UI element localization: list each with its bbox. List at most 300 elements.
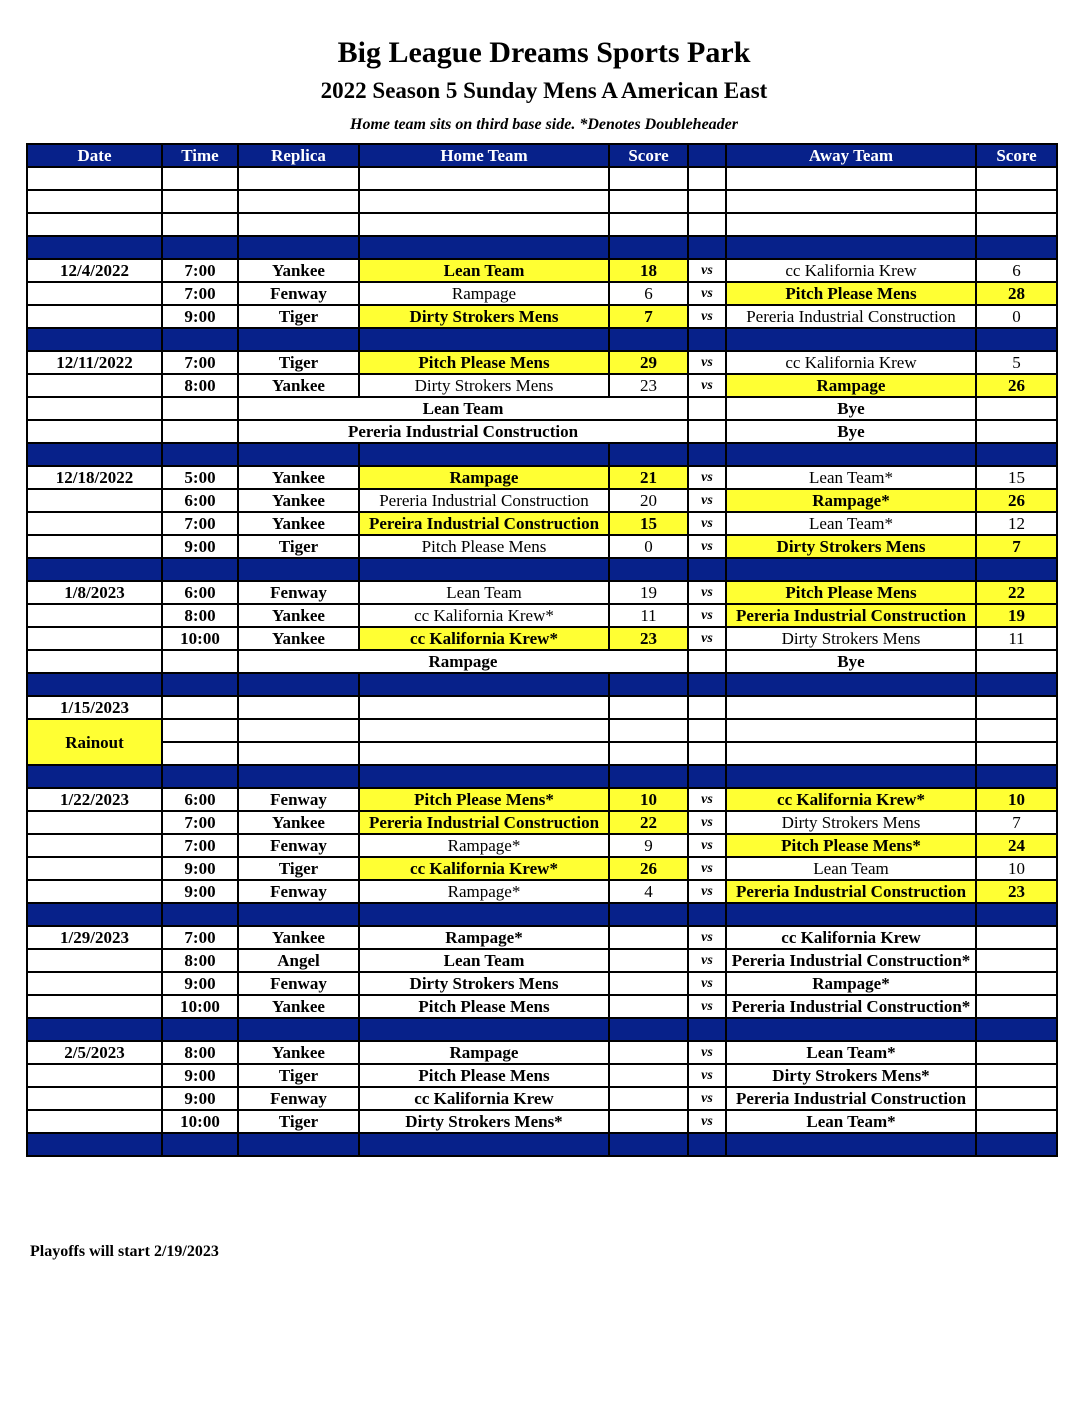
home-team-cell: Pereria Industrial Construction xyxy=(359,811,609,834)
empty-cell xyxy=(976,213,1057,236)
home-team-cell: Lean Team xyxy=(359,581,609,604)
separator-cell xyxy=(238,443,359,466)
home-score-cell xyxy=(609,995,688,1018)
home-team-cell: Dirty Strokers Mens xyxy=(359,305,609,328)
replica-cell: Yankee xyxy=(238,512,359,535)
separator-cell xyxy=(27,673,162,696)
separator-cell xyxy=(238,765,359,788)
replica-cell: Fenway xyxy=(238,788,359,811)
empty-cell xyxy=(688,167,726,190)
home-score-cell: 18 xyxy=(609,259,688,282)
empty-cell xyxy=(726,190,976,213)
separator-cell xyxy=(162,443,238,466)
replica-cell: Tiger xyxy=(238,535,359,558)
empty-cell xyxy=(238,719,359,742)
home-score-cell: 6 xyxy=(609,282,688,305)
game-row xyxy=(27,420,1057,443)
empty-cell xyxy=(162,696,238,719)
date-cell xyxy=(27,949,162,972)
date-cell: 12/11/2022 xyxy=(27,351,162,374)
separator-cell xyxy=(162,1018,238,1041)
time-cell: 7:00 xyxy=(162,259,238,282)
separator-cell xyxy=(359,558,609,581)
away-score-cell: 19 xyxy=(976,604,1057,627)
page-title: Big League Dreams Sports Park xyxy=(337,36,751,69)
date-cell xyxy=(27,811,162,834)
away-team-cell: cc Kalifornia Krew xyxy=(726,351,976,374)
date-cell xyxy=(27,857,162,880)
separator-cell xyxy=(609,903,688,926)
separator-cell xyxy=(609,673,688,696)
separator-cell xyxy=(162,558,238,581)
away-score-cell: 7 xyxy=(976,811,1057,834)
replica-cell: Yankee xyxy=(238,466,359,489)
game-row xyxy=(27,535,1057,558)
separator-cell xyxy=(609,765,688,788)
home-team-cell: Rampage* xyxy=(359,926,609,949)
time-cell: 9:00 xyxy=(162,1064,238,1087)
game-row xyxy=(27,650,1057,673)
replica-cell: Yankee xyxy=(238,259,359,282)
away-team-cell: cc Kalifornia Krew xyxy=(726,259,976,282)
replica-cell: Yankee xyxy=(238,627,359,650)
time-cell: 9:00 xyxy=(162,535,238,558)
home-score-cell: 10 xyxy=(609,788,688,811)
separator-cell xyxy=(726,1018,976,1041)
away-team-cell: Rampage* xyxy=(726,489,976,512)
separator-cell xyxy=(27,443,162,466)
away-team-cell: Pitch Please Mens* xyxy=(726,834,976,857)
home-team-cell: Dirty Strokers Mens xyxy=(359,374,609,397)
replica-cell: Fenway xyxy=(238,834,359,857)
home-score-cell: 11 xyxy=(609,604,688,627)
home-score-cell: 26 xyxy=(609,857,688,880)
replica-cell: Yankee xyxy=(238,811,359,834)
home-team-cell: Pitch Please Mens* xyxy=(359,788,609,811)
home-team-cell: Rampage xyxy=(359,466,609,489)
vs-cell: vs xyxy=(688,995,726,1018)
game-row xyxy=(27,581,1057,604)
empty-cell xyxy=(976,742,1057,765)
time-cell: 9:00 xyxy=(162,305,238,328)
home-score-cell: 23 xyxy=(609,627,688,650)
away-team-cell: Lean Team* xyxy=(726,1041,976,1064)
home-team-cell: Dirty Strokers Mens* xyxy=(359,1110,609,1133)
separator-cell xyxy=(688,903,726,926)
separator-cell xyxy=(238,328,359,351)
date-cell: 1/29/2023 xyxy=(27,926,162,949)
game-row xyxy=(27,282,1057,305)
separator-cell xyxy=(162,1133,238,1156)
separator-cell xyxy=(688,328,726,351)
away-team-cell: Lean Team xyxy=(726,857,976,880)
home-team-cell: Rampage xyxy=(359,1041,609,1064)
vs-cell: vs xyxy=(688,282,726,305)
vs-cell: vs xyxy=(688,535,726,558)
date-cell: 12/18/2022 xyxy=(27,466,162,489)
empty-cell xyxy=(609,213,688,236)
week-separator-row xyxy=(27,903,1057,926)
separator-cell xyxy=(359,903,609,926)
home-team-cell: cc Kalifornia Krew xyxy=(359,1087,609,1110)
vs-cell: vs xyxy=(688,259,726,282)
home-team-cell: cc Kalifornia Krew* xyxy=(359,857,609,880)
schedule-table xyxy=(26,143,1058,1157)
replica-cell: Fenway xyxy=(238,972,359,995)
separator-cell xyxy=(27,1018,162,1041)
separator-cell xyxy=(726,443,976,466)
vs-cell: vs xyxy=(688,834,726,857)
separator-cell xyxy=(162,328,238,351)
game-row xyxy=(27,351,1057,374)
away-score-cell: 0 xyxy=(976,305,1057,328)
vs-cell: vs xyxy=(688,305,726,328)
time-cell: 9:00 xyxy=(162,880,238,903)
time-cell xyxy=(162,397,238,420)
date-cell xyxy=(27,374,162,397)
date-cell xyxy=(27,397,162,420)
separator-cell xyxy=(162,765,238,788)
vs-cell: vs xyxy=(688,604,726,627)
week-separator-row xyxy=(27,558,1057,581)
vs-cell: vs xyxy=(688,811,726,834)
date-cell xyxy=(27,972,162,995)
home-score-cell xyxy=(609,926,688,949)
empty-cell xyxy=(162,719,238,742)
vs-cell: vs xyxy=(688,972,726,995)
separator-cell xyxy=(359,236,609,259)
separator-cell xyxy=(726,673,976,696)
time-cell: 8:00 xyxy=(162,604,238,627)
game-row xyxy=(27,949,1057,972)
separator-cell xyxy=(609,236,688,259)
game-row xyxy=(27,1087,1057,1110)
away-team-cell: Dirty Strokers Mens* xyxy=(726,1064,976,1087)
replica-cell: Fenway xyxy=(238,1087,359,1110)
home-team-cell: Lean Team xyxy=(359,949,609,972)
replica-cell: Yankee xyxy=(238,995,359,1018)
home-score-cell: 15 xyxy=(609,512,688,535)
home-score-cell: 4 xyxy=(609,880,688,903)
away-team-cell: Bye xyxy=(726,420,976,443)
date-cell xyxy=(27,1064,162,1087)
date-cell xyxy=(27,489,162,512)
vs-cell: vs xyxy=(688,581,726,604)
col-time: Time xyxy=(162,144,238,167)
date-cell xyxy=(27,305,162,328)
empty-cell xyxy=(359,167,609,190)
separator-cell xyxy=(688,236,726,259)
col-away-score: Score xyxy=(976,144,1057,167)
separator-cell xyxy=(27,236,162,259)
away-score-cell xyxy=(976,397,1057,420)
empty-cell xyxy=(726,213,976,236)
game-row xyxy=(27,604,1057,627)
home-team-cell: Pereria Industrial Construction xyxy=(359,489,609,512)
separator-cell xyxy=(976,1133,1057,1156)
col-vs xyxy=(688,144,726,167)
empty-cell xyxy=(976,719,1057,742)
empty-cell xyxy=(726,167,976,190)
date-cell: 1/15/2023 xyxy=(27,696,162,719)
col-home-team: Home Team xyxy=(359,144,609,167)
home-team-cell: Rampage* xyxy=(359,834,609,857)
time-cell: 9:00 xyxy=(162,857,238,880)
vs-cell: vs xyxy=(688,1087,726,1110)
home-score-cell: 9 xyxy=(609,834,688,857)
col-replica: Replica xyxy=(238,144,359,167)
empty-cell xyxy=(688,742,726,765)
empty-cell xyxy=(609,696,688,719)
time-cell: 8:00 xyxy=(162,374,238,397)
date-cell xyxy=(27,650,162,673)
home-score-cell xyxy=(609,972,688,995)
vs-cell: vs xyxy=(688,374,726,397)
separator-cell xyxy=(726,558,976,581)
away-score-cell xyxy=(976,650,1057,673)
col-date: Date xyxy=(27,144,162,167)
separator-cell xyxy=(688,443,726,466)
empty-cell xyxy=(359,742,609,765)
time-cell: 8:00 xyxy=(162,949,238,972)
separator-cell xyxy=(688,1018,726,1041)
away-score-cell xyxy=(976,926,1057,949)
away-score-cell: 6 xyxy=(976,259,1057,282)
separator-cell xyxy=(609,1133,688,1156)
week-separator-row xyxy=(27,673,1057,696)
home-team-cell: Pitch Please Mens xyxy=(359,535,609,558)
time-cell: 7:00 xyxy=(162,282,238,305)
week-separator-row xyxy=(27,443,1057,466)
separator-cell xyxy=(162,673,238,696)
home-score-cell: 22 xyxy=(609,811,688,834)
time-cell: 9:00 xyxy=(162,1087,238,1110)
away-team-cell: Rampage xyxy=(726,374,976,397)
vs-cell xyxy=(688,650,726,673)
replica-cell: Tiger xyxy=(238,857,359,880)
away-score-cell: 22 xyxy=(976,581,1057,604)
time-cell: 7:00 xyxy=(162,512,238,535)
home-team-cell: Pitch Please Mens xyxy=(359,351,609,374)
time-cell: 9:00 xyxy=(162,972,238,995)
away-score-cell xyxy=(976,972,1057,995)
empty-cell xyxy=(976,167,1057,190)
time-cell: 7:00 xyxy=(162,926,238,949)
empty-cell xyxy=(162,190,238,213)
vs-cell: vs xyxy=(688,949,726,972)
away-team-cell: Dirty Strokers Mens xyxy=(726,535,976,558)
replica-cell: Tiger xyxy=(238,351,359,374)
away-score-cell: 12 xyxy=(976,512,1057,535)
game-row xyxy=(27,1041,1057,1064)
time-cell: 10:00 xyxy=(162,627,238,650)
game-row xyxy=(27,374,1057,397)
separator-cell xyxy=(359,443,609,466)
away-score-cell: 5 xyxy=(976,351,1057,374)
game-row xyxy=(27,1064,1057,1087)
separator-cell xyxy=(27,328,162,351)
separator-cell xyxy=(27,558,162,581)
separator-cell xyxy=(238,236,359,259)
empty-row xyxy=(27,190,1057,213)
home-team-cell: Pereira Industrial Construction xyxy=(359,512,609,535)
away-team-cell: Dirty Strokers Mens xyxy=(726,811,976,834)
home-team-cell: cc Kalifornia Krew* xyxy=(359,604,609,627)
empty-cell xyxy=(726,696,976,719)
time-cell: 6:00 xyxy=(162,581,238,604)
empty-cell xyxy=(688,213,726,236)
empty-cell xyxy=(238,167,359,190)
separator-cell xyxy=(27,765,162,788)
away-team-cell: Pereria Industrial Construction xyxy=(726,880,976,903)
separator-cell xyxy=(976,673,1057,696)
separator-cell xyxy=(976,236,1057,259)
home-score-cell: 19 xyxy=(609,581,688,604)
home-score-cell: 21 xyxy=(609,466,688,489)
separator-cell xyxy=(976,765,1057,788)
separator-cell xyxy=(359,1133,609,1156)
date-cell: 12/4/2022 xyxy=(27,259,162,282)
home-team-cell: Rampage xyxy=(359,282,609,305)
away-score-cell: 26 xyxy=(976,489,1057,512)
separator-cell xyxy=(162,903,238,926)
game-row xyxy=(27,788,1057,811)
away-score-cell: 7 xyxy=(976,535,1057,558)
rainout-row xyxy=(27,719,1057,742)
game-row xyxy=(27,972,1057,995)
away-team-cell: cc Kalifornia Krew* xyxy=(726,788,976,811)
away-score-cell: 11 xyxy=(976,627,1057,650)
col-home-score: Score xyxy=(609,144,688,167)
time-cell: 6:00 xyxy=(162,489,238,512)
replica-cell: Fenway xyxy=(238,282,359,305)
home-team-cell: Pitch Please Mens xyxy=(359,995,609,1018)
week-separator-row xyxy=(27,1133,1057,1156)
separator-cell xyxy=(976,903,1057,926)
away-team-cell: Pereria Industrial Construction* xyxy=(726,949,976,972)
empty-cell xyxy=(162,213,238,236)
empty-cell xyxy=(162,742,238,765)
empty-cell xyxy=(976,190,1057,213)
separator-cell xyxy=(359,328,609,351)
separator-cell xyxy=(726,328,976,351)
replica-cell: Yankee xyxy=(238,1041,359,1064)
away-team-cell: Lean Team* xyxy=(726,1110,976,1133)
separator-cell xyxy=(359,765,609,788)
empty-row xyxy=(27,213,1057,236)
time-cell: 7:00 xyxy=(162,811,238,834)
empty-cell xyxy=(238,742,359,765)
date-cell xyxy=(27,627,162,650)
home-score-cell: 0 xyxy=(609,535,688,558)
away-score-cell xyxy=(976,1110,1057,1133)
away-score-cell xyxy=(976,420,1057,443)
away-score-cell: 15 xyxy=(976,466,1057,489)
away-score-cell: 28 xyxy=(976,282,1057,305)
date-cell xyxy=(27,535,162,558)
playoffs-note: Playoffs will start 2/19/2023 xyxy=(30,1243,219,1260)
game-row xyxy=(27,305,1057,328)
away-team-cell: Pereria Industrial Construction xyxy=(726,1087,976,1110)
vs-cell: vs xyxy=(688,1041,726,1064)
date-cell xyxy=(27,1087,162,1110)
vs-cell: vs xyxy=(688,880,726,903)
separator-cell xyxy=(238,673,359,696)
vs-cell: vs xyxy=(688,351,726,374)
table-header-row xyxy=(27,144,1057,167)
home-team-cell: cc Kalifornia Krew* xyxy=(359,627,609,650)
vs-cell: vs xyxy=(688,466,726,489)
week-separator-row xyxy=(27,765,1057,788)
week-separator-row xyxy=(27,1018,1057,1041)
away-team-cell: cc Kalifornia Krew xyxy=(726,926,976,949)
time-cell: 5:00 xyxy=(162,466,238,489)
empty-cell xyxy=(726,742,976,765)
empty-cell xyxy=(162,167,238,190)
separator-cell xyxy=(238,1133,359,1156)
away-score-cell xyxy=(976,949,1057,972)
separator-cell xyxy=(976,443,1057,466)
home-score-cell: 23 xyxy=(609,374,688,397)
game-row xyxy=(27,1110,1057,1133)
away-score-cell: 10 xyxy=(976,788,1057,811)
game-row xyxy=(27,627,1057,650)
empty-cell xyxy=(359,190,609,213)
separator-cell xyxy=(688,1133,726,1156)
vs-cell xyxy=(688,420,726,443)
vs-cell: vs xyxy=(688,627,726,650)
replica-cell: Fenway xyxy=(238,880,359,903)
vs-cell: vs xyxy=(688,857,726,880)
game-row xyxy=(27,512,1057,535)
game-row xyxy=(27,880,1057,903)
rainout-row xyxy=(27,696,1057,719)
separator-cell xyxy=(359,1018,609,1041)
away-team-cell: Lean Team* xyxy=(726,466,976,489)
separator-cell xyxy=(609,1018,688,1041)
home-score-cell xyxy=(609,1110,688,1133)
vs-cell: vs xyxy=(688,512,726,535)
home-team-cell: Dirty Strokers Mens xyxy=(359,972,609,995)
empty-cell xyxy=(609,742,688,765)
empty-cell xyxy=(609,719,688,742)
separator-cell xyxy=(976,558,1057,581)
date-cell xyxy=(27,282,162,305)
game-row xyxy=(27,857,1057,880)
separator-cell xyxy=(976,1018,1057,1041)
time-cell xyxy=(162,650,238,673)
date-cell xyxy=(27,834,162,857)
empty-cell xyxy=(359,213,609,236)
separator-cell xyxy=(726,903,976,926)
away-score-cell: 24 xyxy=(976,834,1057,857)
empty-cell xyxy=(726,719,976,742)
time-cell: 10:00 xyxy=(162,1110,238,1133)
time-cell: 10:00 xyxy=(162,995,238,1018)
separator-cell xyxy=(726,1133,976,1156)
home-team-cell: Pereria Industrial Construction xyxy=(238,420,688,443)
week-separator-row xyxy=(27,236,1057,259)
rainout-row xyxy=(27,742,1057,765)
vs-cell: vs xyxy=(688,788,726,811)
game-row xyxy=(27,926,1057,949)
schedule-body xyxy=(27,167,1057,1156)
empty-row xyxy=(27,167,1057,190)
home-team-cell: Lean Team xyxy=(238,397,688,420)
time-cell: 6:00 xyxy=(162,788,238,811)
empty-cell xyxy=(238,213,359,236)
away-score-cell xyxy=(976,1087,1057,1110)
